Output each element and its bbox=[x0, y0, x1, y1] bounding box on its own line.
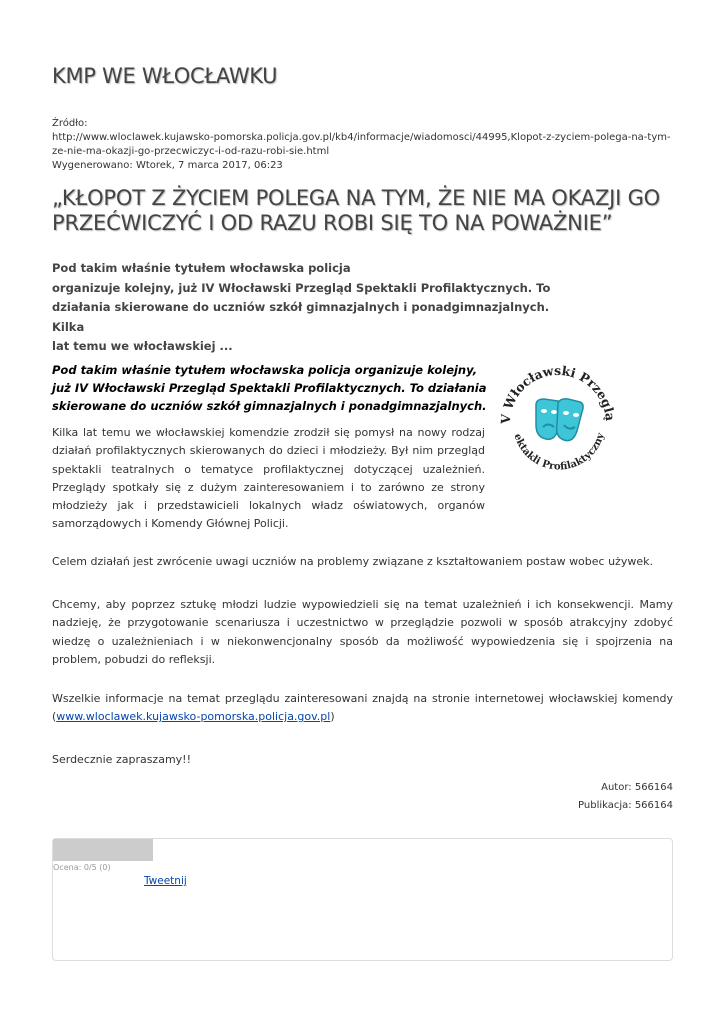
tweet-button[interactable]: Tweetnij bbox=[144, 875, 187, 887]
paragraph-history: Kilka lat temu we włocławskiej komendzie zrodził się pomysł na nowy rodzaj działań profilaktycznych skierowanych do dzieci i młodzieży. Był nim przegląd spektakli teatralnych o tematyce profilaktycznej dotyczącej uzależnień. Przeglądy spotkały się z dużym zainteresowaniem i to zarówno ze strony młodzieży jak i przedstawicieli lokalnych władz oświatowych, organów samorządowych i Komendy Głównej Policji. bbox=[52, 426, 485, 531]
article-title: „KŁOPOT Z ŻYCIEM POLEGA NA TYM, ŻE NIE MA OKAZJI GO PRZEĆWICZYĆ I OD RAZU ROBI SIĘ TO NA POWAŻNIE” bbox=[52, 186, 661, 235]
paragraph-invite: Serdecznie zapraszamy!! bbox=[52, 753, 191, 766]
author: Autor: 566164 bbox=[601, 782, 673, 793]
article-lead: Pod takim właśnie tytułem włocławska policja organizuje kolejny, już IV Włocławski Przegląd Spektakli Profilaktycznych. To działania skierowane do uczniów szkół gimnazjalnych i ponadgimnazjalnych. bbox=[52, 363, 487, 413]
rating-stars[interactable] bbox=[53, 839, 153, 861]
summary-line: Kilka bbox=[52, 319, 85, 334]
logo-text-top: V Włocławski Przeglą bbox=[497, 362, 619, 425]
summary-line: Pod takim właśnie tytułem włocławska policja bbox=[52, 261, 351, 275]
publication: Publikacja: 566164 bbox=[578, 800, 673, 811]
site-title: KMP WE WŁOCŁAWKU bbox=[52, 64, 278, 88]
social-widget bbox=[52, 838, 673, 961]
paragraph-info bbox=[52, 690, 673, 727]
paragraph-hope: Chcemy, aby poprzez sztukę młodzi ludzie wypowiedzieli się na temat uzależnień i ich konsekwencji. Mamy nadzieję, że przygotowanie scenariusza i uczestnictwo w przeglądzie pozwoli w sposób atrakcyjny zdobyć wiedzę o uzależnieniach i w niekonwencjonalny sposób da możliwość wypowiedzenia się i spojrzenia na problem, pobudzi do refleksji. bbox=[52, 598, 673, 666]
paragraph-goal: Celem działań jest zwrócenie uwagi uczniów na problemy związane z kształtowaniem postaw wobec używek. bbox=[52, 555, 653, 568]
rating-text: Ocena: 0/5 (0) bbox=[53, 863, 111, 872]
logo-text-bottom: ektakli Profilaktyczny bbox=[511, 431, 607, 473]
source-url: http://www.wloclawek.kujawsko-pomorska.policja.gov.pl/kb4/informacje/wiadomosci/44995,Klopot-z-zyciem-polega-na-tym-ze-nie-ma-okazji-go-przecwiczyc-i-od-razu-robi-sie.html bbox=[52, 132, 671, 157]
source-label: Źródło: bbox=[52, 118, 88, 129]
summary-line: działania skierowane do uczniów szkół gimnazjalnych i ponadgimnazjalnych. bbox=[52, 300, 550, 314]
theatre-masks-icon bbox=[536, 399, 583, 441]
generated-date: Wygenerowano: Wtorek, 7 marca 2017, 06:23 bbox=[52, 160, 283, 171]
article-summary bbox=[52, 259, 552, 357]
info-text: Wszelkie informacje na temat przeglądu zainteresowani znajdą na stronie internetowej włocławskiej komendy ( bbox=[52, 692, 673, 724]
summary-line: organizuje kolejny, już IV Włocławski Przegląd Spektakli Profilaktycznych. To bbox=[52, 280, 551, 295]
source-meta bbox=[52, 117, 673, 173]
summary-line: lat temu we włocławskiej ... bbox=[52, 339, 233, 353]
festival-logo bbox=[488, 355, 628, 485]
police-website-link[interactable]: www.wloclawek.kujawsko-pomorska.policja.gov.pl bbox=[56, 710, 331, 724]
info-end: ) bbox=[330, 710, 335, 724]
